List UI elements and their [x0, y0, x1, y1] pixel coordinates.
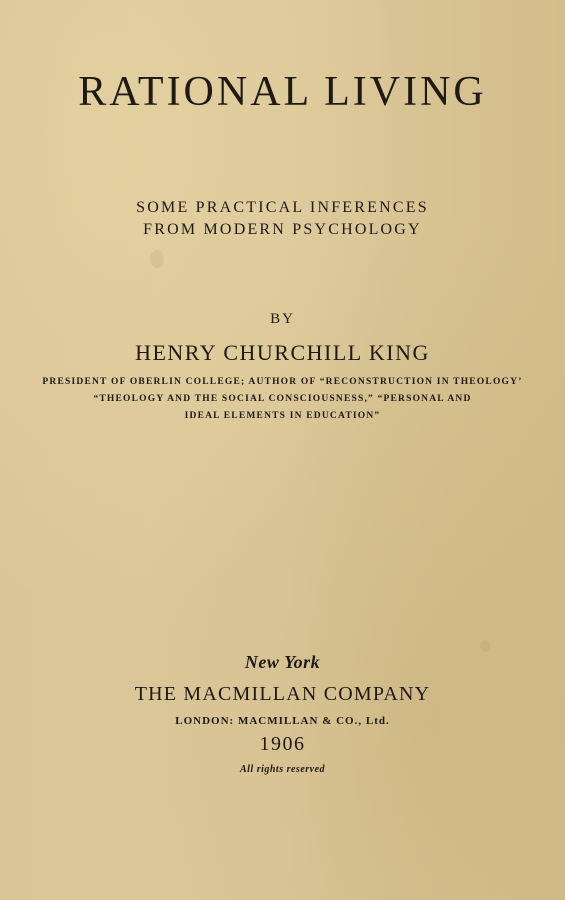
author-credentials-line-2: “THEOLOGY AND THE SOCIAL CONSCIOUSNESS,” “PERSONAL AND	[93, 394, 472, 404]
subtitle-line-1: SOME PRACTICAL INFERENCES	[136, 199, 429, 216]
paper-stain	[150, 250, 164, 268]
book-title: RATIONAL LIVING	[78, 69, 487, 115]
author-credentials-line-3: IDEAL ELEMENTS IN EDUCATION”	[184, 411, 381, 421]
publisher-name: THE MACMILLAN COMPANY	[134, 683, 431, 705]
by-line: BY	[270, 311, 295, 327]
publication-year: 1906	[259, 733, 306, 755]
publisher-city: New York	[244, 652, 321, 672]
subtitle-line-2: FROM MODERN PSYCHOLOGY	[143, 221, 422, 238]
london-imprint: LONDON: MACMILLAN & CO., Ltd.	[175, 715, 390, 727]
paper-stain	[480, 640, 490, 652]
author-name: HENRY CHURCHILL KING	[135, 340, 430, 365]
author-credentials-line-1: PRESIDENT OF OBERLIN COLLEGE; AUTHOR OF “RECONSTRUCTION IN THEOLOGY’	[42, 377, 523, 387]
rights-notice: All rights reserved	[239, 764, 326, 775]
